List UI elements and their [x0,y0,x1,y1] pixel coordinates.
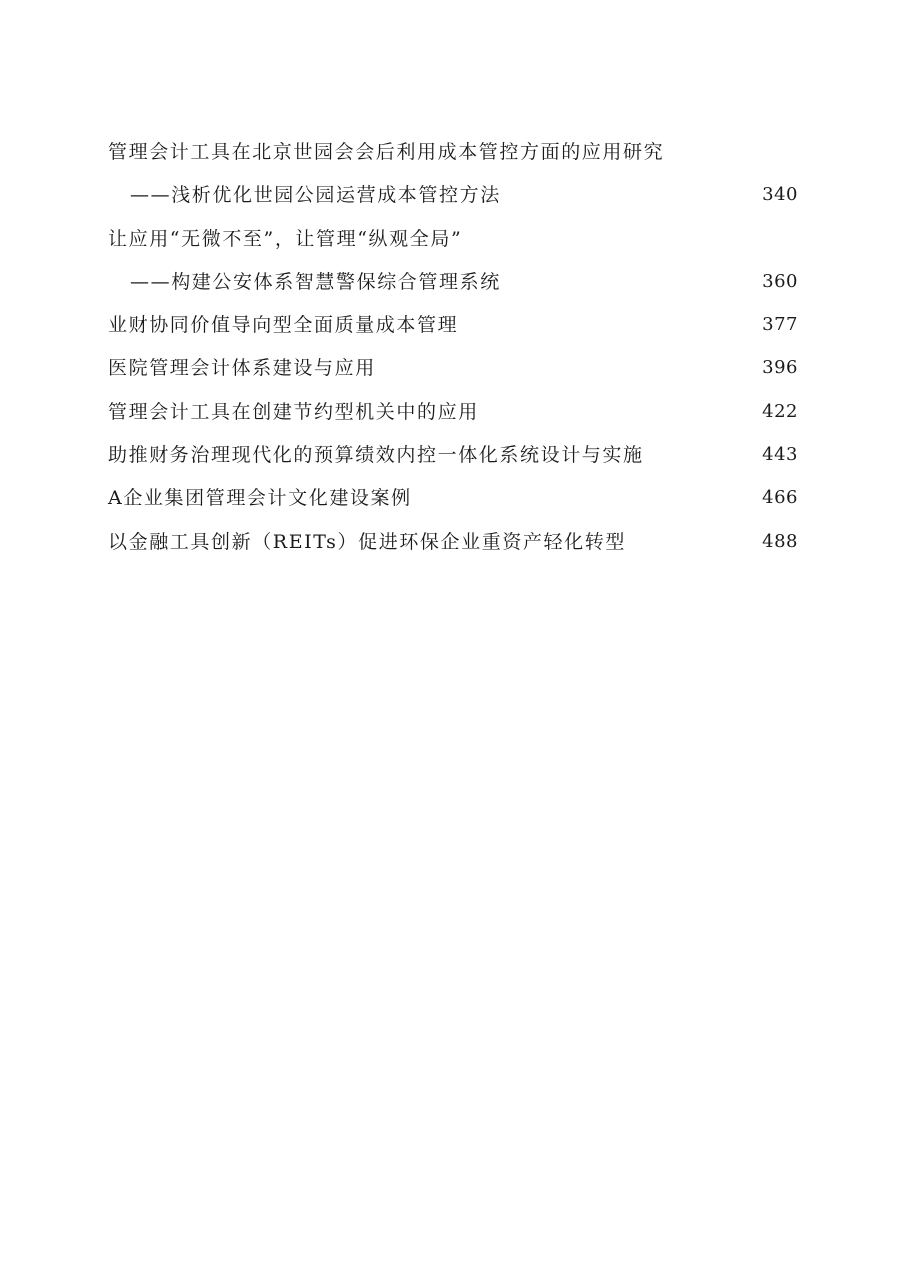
toc-entry[interactable] [108,480,798,523]
table-of-contents [108,134,798,567]
toc-entry-title: 医院管理会计体系建设与应用 [108,357,376,380]
toc-entry-page-number: 377 [762,314,798,336]
toc-entry-title: 让应用“无微不至”，让管理“纵观全局” [108,227,463,250]
toc-entry-page-number: 488 [762,530,798,552]
toc-entry-title: ——构建公安体系智慧警保综合管理系统 [130,270,501,293]
toc-entry[interactable] [108,350,798,393]
toc-entry-title: 管理会计工具在创建节约型机关中的应用 [108,400,479,423]
toc-entry-page-number: 340 [762,184,798,206]
toc-entry-page-number: 466 [762,487,798,509]
toc-entry-page-number: 422 [762,400,798,422]
toc-entry-title: 助推财务治理现代化的预算绩效内控一体化系统设计与实施 [108,444,644,467]
toc-entry[interactable] [108,524,798,567]
toc-entry[interactable] [108,394,798,437]
toc-entry-title: 以金融工具创新（REITs）促进环保企业重资产轻化转型 [108,530,626,553]
toc-entry-title: ——浅析优化世园公园运营成本管控方法 [130,184,501,207]
toc-entry[interactable] [108,437,798,480]
toc-entry[interactable] [108,134,798,177]
toc-entry-page-number: 443 [762,444,798,466]
toc-entry[interactable] [108,307,798,350]
toc-entry-title: A企业集团管理会计文化建设案例 [108,487,412,510]
toc-entry-page-number: 360 [762,270,798,292]
toc-entry-page-number: 396 [762,357,798,379]
toc-entry-subtitle[interactable] [108,177,798,220]
toc-entry-title: 业财协同价值导向型全面质量成本管理 [108,314,459,337]
toc-entry[interactable] [108,221,798,264]
toc-entry-subtitle[interactable] [108,264,798,307]
toc-entry-title: 管理会计工具在北京世园会会后利用成本管控方面的应用研究 [108,141,665,163]
